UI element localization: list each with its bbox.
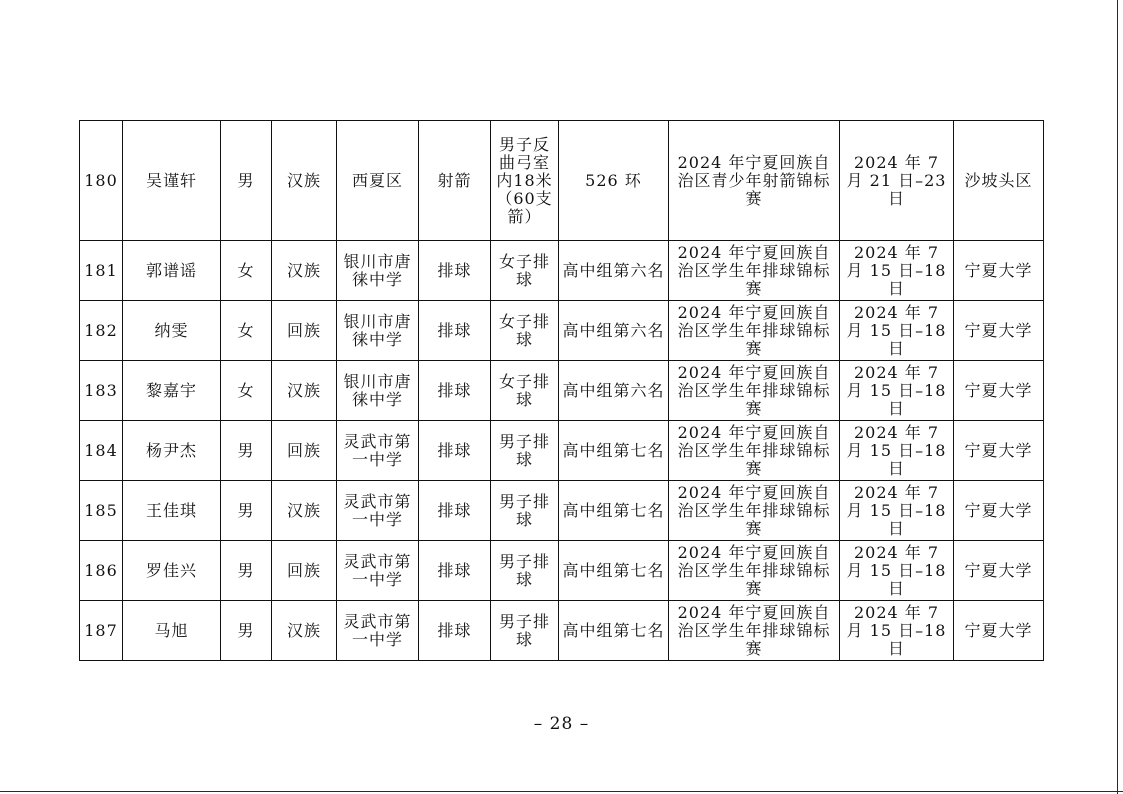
cell-name: 郭谱谣 [123,241,221,301]
cell-competition: 2024 年宁夏回族自治区学生年排球锦标赛 [669,541,840,601]
cell-gender: 女 [221,301,272,361]
cell-number: 181 [80,241,123,301]
table-row [80,481,1044,541]
cell-event: 男子排球 [491,421,559,481]
cell-sport: 排球 [419,361,491,421]
cell-number: 185 [80,481,123,541]
cell-gender: 男 [221,121,272,241]
cell-venue: 宁夏大学 [954,301,1044,361]
cell-venue: 宁夏大学 [954,361,1044,421]
table-row [80,361,1044,421]
cell-name: 马旭 [123,601,221,661]
cell-name: 王佳琪 [123,481,221,541]
cell-ethnicity: 回族 [272,301,337,361]
awards-table-body [80,121,1044,661]
cell-gender: 男 [221,421,272,481]
cell-date: 2024 年 7 月 15 日–18 日 [840,241,954,301]
cell-ethnicity: 回族 [272,421,337,481]
cell-result: 高中组第七名 [559,481,669,541]
cell-venue: 宁夏大学 [954,241,1044,301]
cell-date: 2024 年 7 月 21 日–23 日 [840,121,954,241]
cell-date: 2024 年 7 月 15 日–18 日 [840,481,954,541]
table-row [80,301,1044,361]
cell-date: 2024 年 7 月 15 日–18 日 [840,361,954,421]
cell-event: 男子排球 [491,601,559,661]
cell-event: 男子反曲弓室内18米（60支箭） [491,121,559,241]
cell-event: 男子排球 [491,541,559,601]
cell-unit: 银川市唐徕中学 [337,301,419,361]
table-row [80,601,1044,661]
cell-number: 187 [80,601,123,661]
cell-sport: 排球 [419,541,491,601]
cell-competition: 2024 年宁夏回族自治区学生年排球锦标赛 [669,481,840,541]
cell-date: 2024 年 7 月 15 日–18 日 [840,601,954,661]
cell-number: 183 [80,361,123,421]
cell-venue: 宁夏大学 [954,541,1044,601]
cell-result: 高中组第七名 [559,601,669,661]
cell-competition: 2024 年宁夏回族自治区学生年排球锦标赛 [669,241,840,301]
cell-result: 高中组第六名 [559,361,669,421]
cell-name: 黎嘉宇 [123,361,221,421]
page-edge-bottom [0,791,1123,792]
table-row [80,541,1044,601]
cell-unit: 银川市唐徕中学 [337,361,419,421]
page-edge-right [1117,0,1118,794]
cell-name: 吴谨轩 [123,121,221,241]
cell-competition: 2024 年宁夏回族自治区学生年排球锦标赛 [669,421,840,481]
cell-name: 罗佳兴 [123,541,221,601]
cell-unit: 西夏区 [337,121,419,241]
awards-table [79,120,1044,661]
cell-gender: 女 [221,241,272,301]
cell-unit: 灵武市第一中学 [337,481,419,541]
cell-date: 2024 年 7 月 15 日–18 日 [840,421,954,481]
cell-result: 高中组第七名 [559,541,669,601]
cell-competition: 2024 年宁夏回族自治区青少年射箭锦标赛 [669,121,840,241]
cell-unit: 银川市唐徕中学 [337,241,419,301]
cell-sport: 排球 [419,601,491,661]
cell-number: 186 [80,541,123,601]
table-row [80,421,1044,481]
cell-gender: 女 [221,361,272,421]
cell-date: 2024 年 7 月 15 日–18 日 [840,301,954,361]
cell-sport: 射箭 [419,121,491,241]
cell-venue: 宁夏大学 [954,421,1044,481]
cell-ethnicity: 汉族 [272,361,337,421]
cell-sport: 排球 [419,301,491,361]
cell-result: 526 环 [559,121,669,241]
cell-sport: 排球 [419,481,491,541]
cell-venue: 沙坡头区 [954,121,1044,241]
cell-ethnicity: 汉族 [272,121,337,241]
cell-competition: 2024 年宁夏回族自治区学生年排球锦标赛 [669,361,840,421]
cell-ethnicity: 回族 [272,541,337,601]
table-row [80,241,1044,301]
cell-event: 女子排球 [491,361,559,421]
page-number: – 28 – [533,714,590,734]
cell-ethnicity: 汉族 [272,241,337,301]
cell-number: 184 [80,421,123,481]
cell-event: 男子排球 [491,481,559,541]
cell-gender: 男 [221,481,272,541]
cell-gender: 男 [221,541,272,601]
cell-competition: 2024 年宁夏回族自治区学生年排球锦标赛 [669,301,840,361]
cell-gender: 男 [221,601,272,661]
cell-result: 高中组第六名 [559,241,669,301]
cell-event: 女子排球 [491,241,559,301]
cell-competition: 2024 年宁夏回族自治区学生年排球锦标赛 [669,601,840,661]
cell-sport: 排球 [419,421,491,481]
cell-ethnicity: 汉族 [272,601,337,661]
cell-event: 女子排球 [491,301,559,361]
cell-unit: 灵武市第一中学 [337,541,419,601]
cell-unit: 灵武市第一中学 [337,421,419,481]
cell-date: 2024 年 7 月 15 日–18 日 [840,541,954,601]
cell-name: 纳雯 [123,301,221,361]
cell-name: 杨尹杰 [123,421,221,481]
cell-ethnicity: 汉族 [272,481,337,541]
cell-venue: 宁夏大学 [954,601,1044,661]
cell-result: 高中组第六名 [559,301,669,361]
cell-number: 182 [80,301,123,361]
cell-unit: 灵武市第一中学 [337,601,419,661]
table-row [80,121,1044,241]
cell-venue: 宁夏大学 [954,481,1044,541]
cell-result: 高中组第七名 [559,421,669,481]
cell-number: 180 [80,121,123,241]
cell-sport: 排球 [419,241,491,301]
